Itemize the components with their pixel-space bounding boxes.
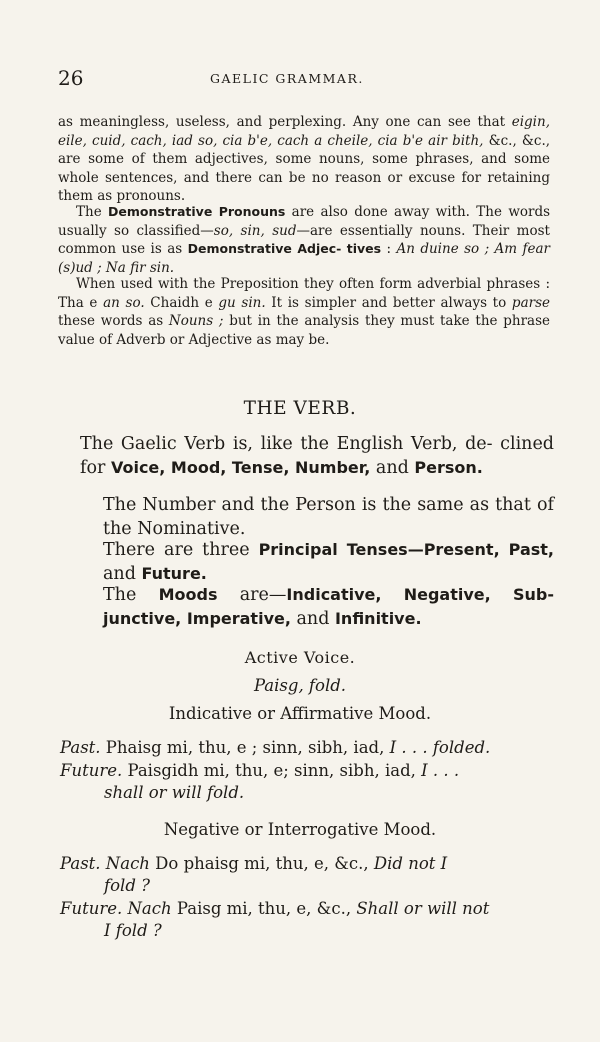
page-header [58, 66, 550, 90]
verb-gloss: Paisg, fold. [253, 676, 347, 695]
page-number: 26 [58, 66, 84, 90]
indicative-past-row: Past. Phaisg mi, thu, e ; sinn, sibh, iad, I . . . folded. [60, 738, 491, 757]
active-voice-heading: Active Voice. [244, 648, 356, 667]
moods-paragraph: The Moods are—Indicative, Negative, Sub- junctive, Imperative, and Infinitive. [103, 585, 555, 629]
number-person-paragraph: The Number and the Person is the same as that of the Nominative. [103, 495, 554, 539]
demonstrative-paragraph: The Demonstrative Pronouns are also done away with. The words usually so classified—so, sin, sud—are essentially nouns. Their most common use is as Demonstrative Adjec- tives : An duine so ; Am fear (s)ud ; Na fir sin. [58, 204, 551, 276]
pronouns-paragraph: as meaningless, useless, and perplexing. Any one can see that eigin, eile, cuid, cach, iad so, cia b'e, cach a cheile, cia b'e air bith, &c., &c., are some of them adjectives, some nouns, some phrases, and some whole sentences, and there can be no reason or excuse for retaining them as pronouns. [58, 114, 551, 204]
verb-intro-paragraph: The Gaelic Verb is, like the English Verb, de- clined for Voice, Mood, Tense, Number, and Person. [80, 434, 554, 478]
negative-mood-heading: Negative or Interrogative Mood. [163, 820, 437, 839]
preposition-paragraph: When used with the Preposition they often form adverbial phrases : Tha e an so. Chaidh e gu sin. It is simpler and better always to parse these words as Nouns ; but in the analysis they must take the phrase value of Adverb or Adjective as may be. [58, 276, 550, 348]
indicative-future-row: Future. Paisgidh mi, thu, e; sinn, sibh, iad, I . . . shall or will fold. [60, 761, 460, 802]
negative-future-row: Future. Nach Paisg mi, thu, e, &c., Shall or will not I fold ? [60, 899, 490, 940]
tenses-paragraph: There are three Principal Tenses—Present, Past, and Future. [103, 540, 554, 584]
indicative-mood-heading: Indicative or Affirmative Mood. [168, 704, 432, 723]
running-title: GAELIC GRAMMAR. [210, 71, 364, 86]
negative-past-row: Past. Nach Do phaisg mi, thu, e, &c., Did not I fold ? [60, 854, 448, 895]
section-heading-verb: THE VERB. [243, 398, 357, 419]
